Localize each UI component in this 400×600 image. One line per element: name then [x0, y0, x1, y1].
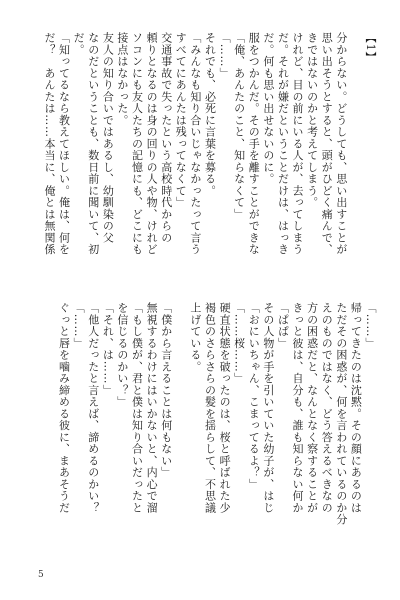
page-number: 5	[38, 570, 44, 580]
text-column: けれど、目の前にいる人が、去ってしまう	[291, 32, 305, 256]
text-column: だ？ あんたは……本当に、俺とは無関係	[42, 32, 56, 256]
text-column: すべてにあんたは残ってなくて」	[174, 32, 188, 209]
text-column: 「僕から言えることは何もない」	[159, 302, 173, 479]
lower-text-block	[59, 302, 376, 560]
text-column: 「ぱぱ」	[276, 302, 290, 349]
text-column: ソコンにも友人たちの記憶にも、どこにも	[130, 32, 144, 256]
text-column: 「……桜……」	[232, 302, 246, 385]
text-column: ただその困惑が、何を言われているのか分	[334, 302, 348, 526]
text-column: 「他人だったと言えば、諦めるのかい？	[86, 302, 100, 514]
text-column: 帰ってきたのは沈黙。その顔にあるのは	[349, 302, 363, 514]
text-column: だ。それが嫌だということだけは、はっき	[276, 32, 290, 256]
text-column: ぐっと唇を噛み締める彼に、まあそうだ	[57, 302, 71, 514]
text-column: 【1】	[364, 32, 377, 64]
upper-text-block	[44, 32, 376, 290]
text-column: を信じるのかい？」	[115, 302, 129, 408]
text-column: 思い出そうとすると、頭がひどく痛んで、	[320, 32, 334, 256]
text-column: だ。何も思い出せないのに。	[261, 32, 275, 185]
text-column: 「……」	[218, 32, 232, 79]
text-column: 褐色のさらさらの髪を揺らして、不思議	[203, 302, 217, 514]
text-column: 硬直状態を破ったのは、桜と呼ばれた少	[218, 302, 232, 514]
text-column: なのだということも、数日前に聞いて、初	[86, 32, 100, 256]
text-column: 分からない。どうしても、思い出すことが	[334, 32, 348, 256]
text-column: 「みんなも知り合いじゃなかったって言う	[188, 32, 202, 256]
text-column: 服をつかんだ。その手を離すことができな	[247, 32, 261, 256]
text-column: えのものではなく、どう答えるべきなの	[320, 302, 334, 514]
text-column: 「……」	[364, 302, 377, 349]
text-column: だ。	[72, 32, 86, 56]
text-column: 方の困惑だと、なんとなく察することが	[305, 302, 319, 514]
text-column: 「もし僕が、君と僕は知り合いだったと	[130, 302, 144, 514]
text-column: 無視するわけにはいかないと、内心で溜	[145, 302, 159, 514]
text-column: きっと彼は、自分も、誰も知らない何か	[291, 302, 305, 514]
text-column: 「……」	[72, 302, 86, 349]
text-column: 頼りとなるのは身の回りの人や物、けれど	[145, 32, 159, 256]
text-column: 友人の知り合いではあるし、幼馴染の父	[101, 32, 115, 244]
text-column: それでも、必死に言葉を募る。	[203, 32, 217, 197]
text-column: 接点はなかった。	[115, 32, 129, 126]
text-column: きではないのかと考えてしまう。	[305, 32, 319, 209]
text-column: 「おにいちゃん、こまってるよ？」	[247, 302, 261, 490]
text-column: 「知ってるなら教えてほしい。俺は、何を	[57, 32, 71, 256]
text-column: 「俺、あんたのこと、知らなくて」	[232, 32, 246, 220]
text-column: その人物が手を引いていた幼子が、はじ	[261, 302, 275, 514]
text-column: 上げている。	[188, 302, 202, 373]
text-column: 交通事故で失ったという高校時代からの	[159, 32, 173, 244]
text-column: 「それ、は……」	[101, 302, 115, 396]
